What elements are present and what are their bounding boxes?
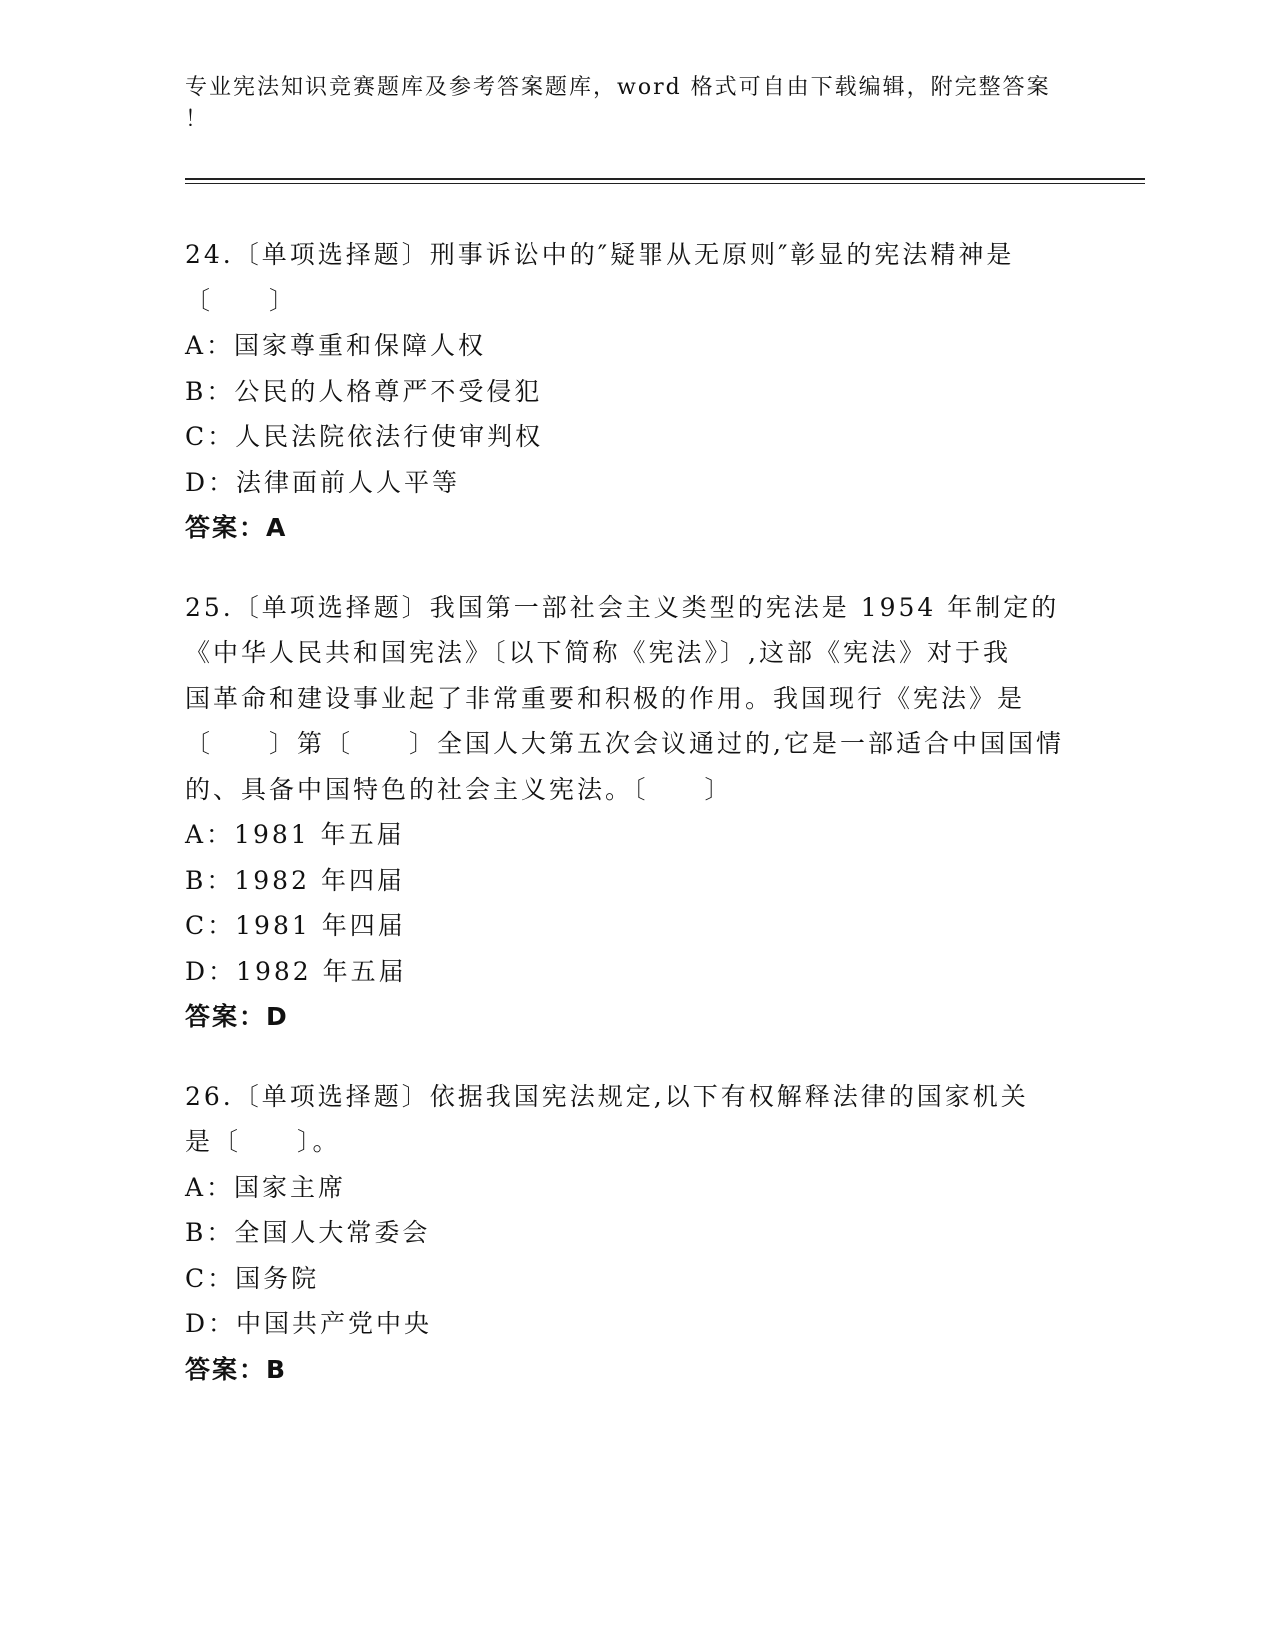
header-rule-thick: [185, 178, 1145, 180]
option-c: C：人民法院依法行使审判权: [185, 422, 544, 451]
document-header: [185, 72, 1065, 136]
option-b: B：全国人大常委会: [185, 1218, 431, 1247]
option-a: A：1981 年五届: [185, 820, 405, 849]
question-25: [185, 585, 1085, 1040]
option-a: A：国家主席: [185, 1172, 347, 1202]
option-c: C：国务院: [185, 1263, 320, 1293]
option-d: D：中国共产党中央: [185, 1309, 433, 1338]
question-text: 24.〔单项选择题〕刑事诉讼中的″疑罪从无原则″彰显的宪法精神是 〔 〕: [185, 240, 1015, 315]
answer-label: 答案：D: [185, 1002, 289, 1031]
option-c: C：1981 年四届: [185, 911, 406, 940]
header-rule-thin: [185, 183, 1145, 184]
option-d: D：法律面前人人平等: [185, 467, 461, 497]
answer-label: 答案：A: [185, 513, 288, 542]
question-text: 25.〔单项选择题〕我国第一部社会主义类型的宪法是 1954 年制定的 《中华人民共和国宪法》〔以下简称《宪法》〕,这部《宪法》对于我 国革命和建设事业起了非常重要和积极的作用。我国现行《宪法》是 〔 〕第〔 〕全国人大第五次会议通过的,它是一部适合中国国情 的、具备中国特色的社会主义宪法。〔 〕: [185, 592, 1064, 804]
question-text: 26.〔单项选择题〕依据我国宪法规定,以下有权解释法律的国家机关 是〔 〕。: [185, 1081, 1029, 1156]
question-26: [185, 1074, 1085, 1393]
option-b: B：1982 年四届: [185, 865, 405, 895]
header-line-2: ！: [185, 107, 210, 132]
question-list: [185, 232, 1085, 1426]
question-24: [185, 232, 1085, 551]
header-line-1: 专业宪法知识竞赛题库及参考答案题库，word 格式可自由下载编辑，附完整答案: [185, 75, 1051, 100]
option-a: A：国家尊重和保障人权: [185, 331, 487, 360]
option-d: D：1982 年五届: [185, 956, 407, 986]
option-b: B：公民的人格尊严不受侵犯: [185, 376, 543, 406]
answer-label: 答案：B: [185, 1354, 288, 1384]
